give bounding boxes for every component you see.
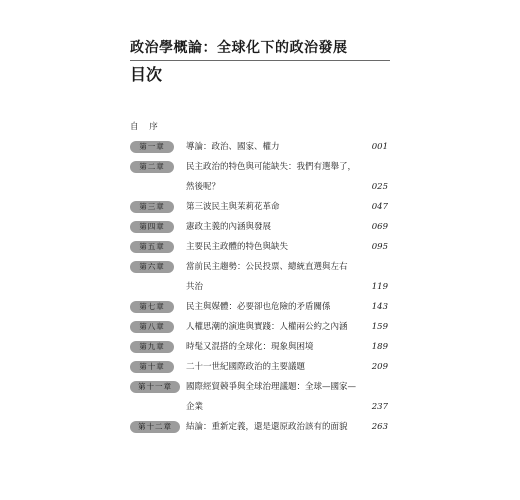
page-number: 069 <box>371 222 388 232</box>
toc-entry-chapter-11-continued[interactable] <box>130 397 392 417</box>
table-of-contents <box>130 117 392 437</box>
chapter-badge: 第八章 <box>130 321 174 333</box>
toc-entry-chapter-1[interactable] <box>130 137 392 157</box>
chapter-badge: 第十章 <box>130 361 174 373</box>
toc-entry-chapter-2-continued[interactable] <box>130 177 392 197</box>
page-number: 119 <box>371 282 388 292</box>
page-number: 025 <box>371 182 388 192</box>
book-header <box>130 38 390 86</box>
chapter-title: 民主與媒體：必要卻也危險的矛盾關係 <box>186 302 331 312</box>
chapter-title: 主要民主政體的特色與缺失 <box>186 242 289 252</box>
toc-entry-chapter-6-continued[interactable] <box>130 277 392 297</box>
toc-entry-chapter-4[interactable] <box>130 217 392 237</box>
chapter-badge: 第五章 <box>130 241 174 253</box>
chapter-title: 二十一世紀國際政治的主要議題 <box>186 362 306 372</box>
toc-entry-chapter-5[interactable] <box>130 237 392 257</box>
page-number: 143 <box>371 302 388 312</box>
chapter-title: 導論：政治、國家、權力 <box>186 142 280 152</box>
chapter-title: 第三波民主與茉莉花革命 <box>186 202 280 212</box>
page-number: 237 <box>371 402 388 412</box>
toc-entry-chapter-7[interactable] <box>130 297 392 317</box>
page-number: 209 <box>371 362 388 372</box>
preface-label: 自 序 <box>130 122 162 132</box>
toc-entry-chapter-9[interactable] <box>130 337 392 357</box>
book-title: 政治學概論：全球化下的政治發展 <box>130 40 348 56</box>
toc-title: 目次 <box>130 65 163 84</box>
toc-entry-chapter-8[interactable] <box>130 317 392 337</box>
toc-entry-chapter-11[interactable] <box>130 377 392 397</box>
page-number: 189 <box>371 342 388 352</box>
chapter-title-continued: 共治 <box>186 282 204 292</box>
chapter-badge: 第三章 <box>130 201 174 213</box>
toc-entry-chapter-3[interactable] <box>130 197 392 217</box>
chapter-badge: 第九章 <box>130 341 174 353</box>
page-number: 263 <box>371 422 388 432</box>
chapter-badge: 第一章 <box>130 141 174 153</box>
chapter-title: 人權思潮的演進與實踐：人權兩公約之內涵 <box>186 322 348 332</box>
chapter-title-continued: 然後呢？ <box>186 182 221 192</box>
toc-entry-chapter-12[interactable] <box>130 417 392 437</box>
chapter-title: 國際經貿競爭與全球治理議題：全球—國家— <box>186 382 357 392</box>
page-number: 095 <box>371 242 388 252</box>
chapter-badge: 第十二章 <box>130 421 180 433</box>
header-divider <box>130 60 390 61</box>
page-number: 001 <box>371 142 388 152</box>
chapter-badge: 第七章 <box>130 301 174 313</box>
chapter-badge: 第十一章 <box>130 381 180 393</box>
toc-entry-chapter-10[interactable] <box>130 357 392 377</box>
chapter-title: 憲政主義的內涵與發展 <box>186 222 272 232</box>
chapter-title: 結論：重新定義，還是還原政治該有的面貌 <box>186 422 348 432</box>
chapter-badge: 第二章 <box>130 161 174 173</box>
toc-preface-row[interactable] <box>130 117 392 137</box>
chapter-title: 民主政治的特色與可能缺失：我們有選舉了， <box>186 162 357 172</box>
chapter-badge: 第四章 <box>130 221 174 233</box>
chapter-title-continued: 企業 <box>186 402 204 412</box>
toc-entry-chapter-6[interactable] <box>130 257 392 277</box>
chapter-title: 時髦又混搭的全球化：現象與困境 <box>186 342 314 352</box>
chapter-title: 當前民主趨勢：公民投票、總統直選與左右 <box>186 262 348 272</box>
toc-entry-chapter-2[interactable] <box>130 157 392 177</box>
page-number: 047 <box>371 202 388 212</box>
page-number: 159 <box>371 322 388 332</box>
chapter-badge: 第六章 <box>130 261 174 273</box>
